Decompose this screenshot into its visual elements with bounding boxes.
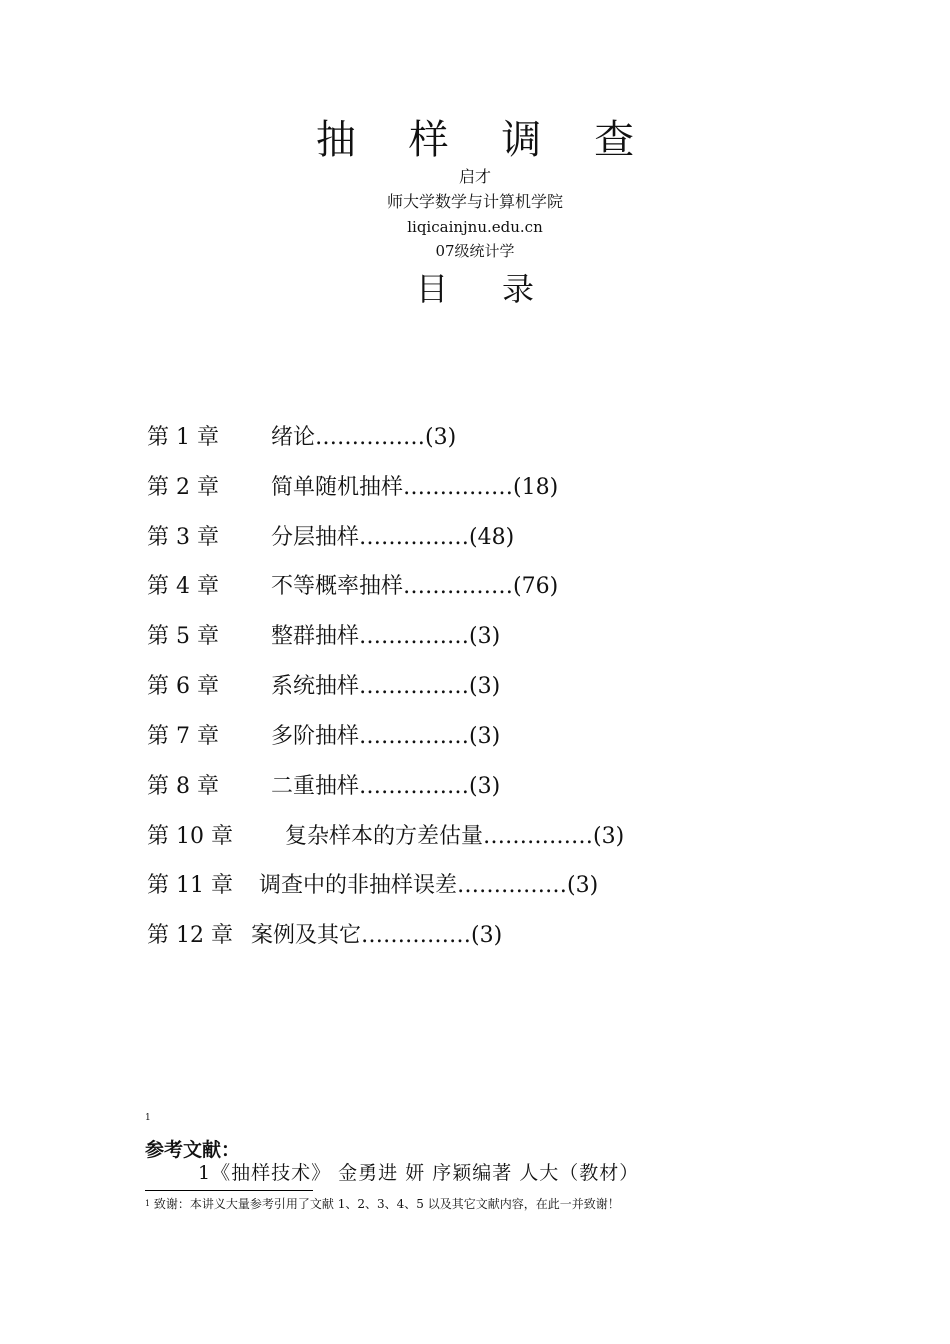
- toc-chapter-title: 复杂样本的方差估量……………(3): [285, 824, 625, 849]
- toc-entry[interactable]: [147, 918, 503, 954]
- toc-chapter-title: 绪论……………(3): [271, 425, 457, 450]
- toc-entry[interactable]: [147, 520, 515, 556]
- toc-chapter-number: 第 8 章: [147, 774, 219, 799]
- toc-chapter-number: 第 1 章: [147, 425, 219, 450]
- footnote-divider: [145, 1190, 313, 1191]
- toc-chapter-number: 第 12 章: [147, 923, 233, 948]
- toc-entry[interactable]: [147, 619, 501, 655]
- toc-entry[interactable]: [147, 868, 599, 904]
- toc-chapter-title: 案例及其它……………(3): [251, 923, 503, 948]
- toc-entry[interactable]: [147, 420, 457, 456]
- author-affiliation: 师大学数学与计算机学院: [386, 192, 563, 211]
- toc-chapter-title: 简单随机抽样……………(18): [271, 475, 559, 500]
- toc-chapter-title: 系统抽样……………(3): [271, 674, 501, 699]
- toc-entry[interactable]: [147, 569, 559, 605]
- document-title: 抽 样 调 查: [315, 117, 655, 163]
- toc-entry[interactable]: [147, 719, 501, 755]
- class-label: 07级统计学: [435, 242, 515, 260]
- toc-chapter-number: 第 2 章: [147, 475, 219, 500]
- toc-chapter-title: 调查中的非抽样误差……………(3): [259, 873, 599, 898]
- footnote-reference-marker: 1: [145, 1113, 151, 1123]
- toc-chapter-title: 不等概率抽样……………(76): [271, 574, 559, 599]
- toc-chapter-number: 第 7 章: [147, 724, 219, 749]
- toc-chapter-number: 第 3 章: [147, 525, 219, 550]
- reference-item: 1《抽样技术》 金勇进 妍 序颖编著 人大（教材）: [198, 1162, 640, 1184]
- toc-chapter-number: 第 6 章: [147, 674, 219, 699]
- toc-heading-left: 目: [415, 270, 448, 308]
- toc-entry[interactable]: [147, 470, 559, 506]
- references-heading: 参考文献：: [145, 1139, 241, 1161]
- toc-chapter-title: 分层抽样……………(48): [271, 525, 515, 550]
- toc-chapter-number: 第 10 章: [147, 824, 233, 849]
- toc-chapter-number: 第 5 章: [147, 624, 219, 649]
- toc-chapter-title: 整群抽样……………(3): [271, 624, 501, 649]
- footnote: [145, 1196, 620, 1212]
- toc-chapter-number: 第 11 章: [147, 873, 233, 898]
- toc-heading: [0, 268, 950, 310]
- toc-chapter-title: 多阶抽样……………(3): [271, 724, 501, 749]
- toc-heading-right: 录: [502, 270, 535, 308]
- toc-entry[interactable]: [147, 769, 501, 805]
- toc-chapter-title: 二重抽样……………(3): [271, 774, 501, 799]
- footnote-text: 致谢：本讲义大量参考引用了文献 1、2、3、4、5 以及其它文献内容，在此一并致谢！: [153, 1197, 620, 1211]
- toc-chapter-number: 第 4 章: [147, 574, 219, 599]
- toc-entry[interactable]: [147, 669, 501, 705]
- author-email: liqicainjnu.edu.cn: [407, 218, 543, 236]
- toc-entry[interactable]: [147, 819, 625, 855]
- author-name: 启才: [458, 167, 491, 186]
- footnote-marker: 1: [145, 1199, 151, 1208]
